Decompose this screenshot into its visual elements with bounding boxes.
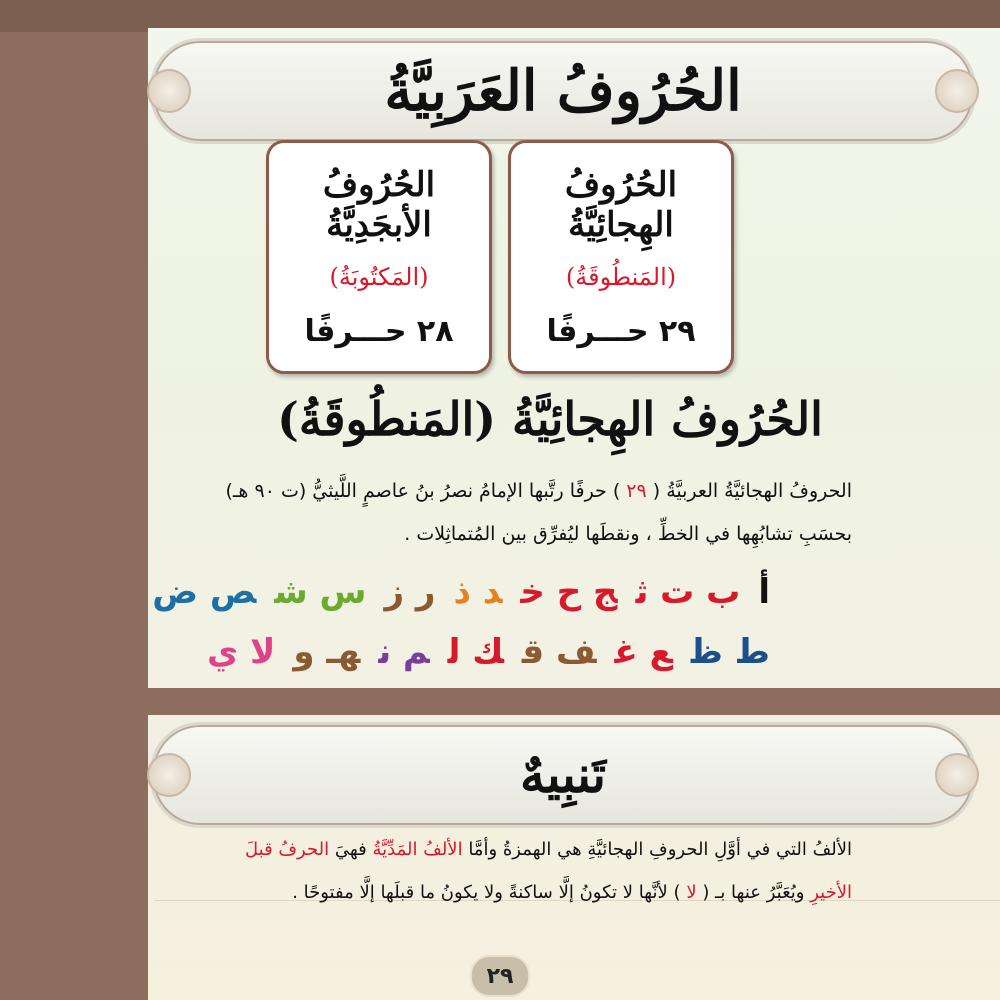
letter-group: ب ت ث	[635, 572, 741, 612]
page-number: ٢٩	[470, 955, 530, 997]
note-highlight-a: الألفُ المَدِّيَّةُ	[372, 839, 463, 860]
letter-group: ف ق	[521, 632, 597, 672]
note-title: تَنبِيهٌ	[520, 745, 606, 804]
intro-paragraph	[152, 470, 852, 556]
letter-group: لا ي	[207, 632, 276, 672]
card-count: ٢٨ حـــرفًا	[304, 314, 454, 349]
paragraph-text-b: ) حرفًا رتَّبها الإمامُ نصرُ بنُ عاصمٍ اللَّيثيُّ (ت ٩٠ هـ)	[225, 480, 621, 502]
note-highlight-d: لا	[686, 882, 697, 903]
card-count: ٢٩ حـــرفًا	[546, 314, 696, 349]
card-written-letters	[266, 140, 492, 374]
banner-ornament-left	[147, 753, 191, 797]
letters-row-1	[134, 572, 770, 612]
letter-group: م ن	[378, 632, 430, 672]
card-subtitle: (المَنطُوقَةُ)	[565, 263, 677, 291]
paragraph-line-1	[152, 470, 852, 513]
card-title: الحُرُوفُ الهِجائِيَّةُ	[564, 165, 678, 245]
letter-group: د ذ	[453, 572, 503, 612]
letter-group: ط ظ	[690, 632, 770, 672]
note-banner	[150, 722, 976, 828]
note-highlight-c: الأخيرِ	[810, 882, 852, 903]
note-highlight-b: الحرفُ قبلَ	[245, 839, 330, 860]
card-subtitle: (المَكتُوبَةُ)	[329, 263, 429, 291]
note-line-1	[152, 828, 852, 871]
letter-group: ص ض	[152, 572, 257, 612]
section-heading: الحُرُوفُ الهِجائِيَّةُ (المَنطُوقَةُ)	[277, 392, 823, 446]
card-title: الحُرُوفُ الأبجَدِيَّةُ	[322, 165, 436, 245]
page-title: الحُرُوفُ العَرَبِيَّةُ	[384, 58, 742, 124]
card-spoken-letters	[508, 140, 734, 374]
note-text-a: الألفُ التي في أوَّلِ الحروفِ الهجائيَّةِ هي الهمزةُ وأمَّا	[468, 839, 852, 860]
banner-ornament-right	[935, 753, 979, 797]
letter-group: هـ و	[293, 632, 361, 672]
note-text-b: فهيَ	[334, 839, 367, 860]
note-text-d: ) لأنَّها لا تكونُ إلَّا ساكنةً ولا يكونُ ما قبلَها إلَّا مفتوحًا .	[292, 882, 681, 903]
note-line-2	[152, 871, 852, 914]
letter-group: ر ز	[384, 572, 436, 612]
banner-ornament-left	[147, 69, 191, 113]
letters-row-2	[189, 632, 770, 672]
banner-ornament-right	[935, 69, 979, 113]
separator-band	[0, 688, 1000, 718]
paragraph-number: ٢٩	[626, 480, 647, 502]
paragraph-line-2: بحسَبِ تشابُهِها في الخطِّ ، ونقطَها ليُفرِّق بين المُتماثِلات .	[404, 523, 852, 545]
paragraph-text-a: الحروفُ الهجائيَّةُ العربيَّةُ (	[652, 480, 852, 502]
note-text-c: ويُعَبَّرُ عنها بـ (	[702, 882, 805, 903]
note-paragraph	[152, 828, 852, 914]
title-banner	[150, 38, 976, 144]
letter-group: ك ل	[447, 632, 504, 672]
letter-group: ج ح خ	[520, 572, 618, 612]
letter-group: س ش	[274, 572, 367, 612]
letter-group: أ	[758, 572, 770, 612]
letter-group: ع غ	[614, 632, 673, 672]
